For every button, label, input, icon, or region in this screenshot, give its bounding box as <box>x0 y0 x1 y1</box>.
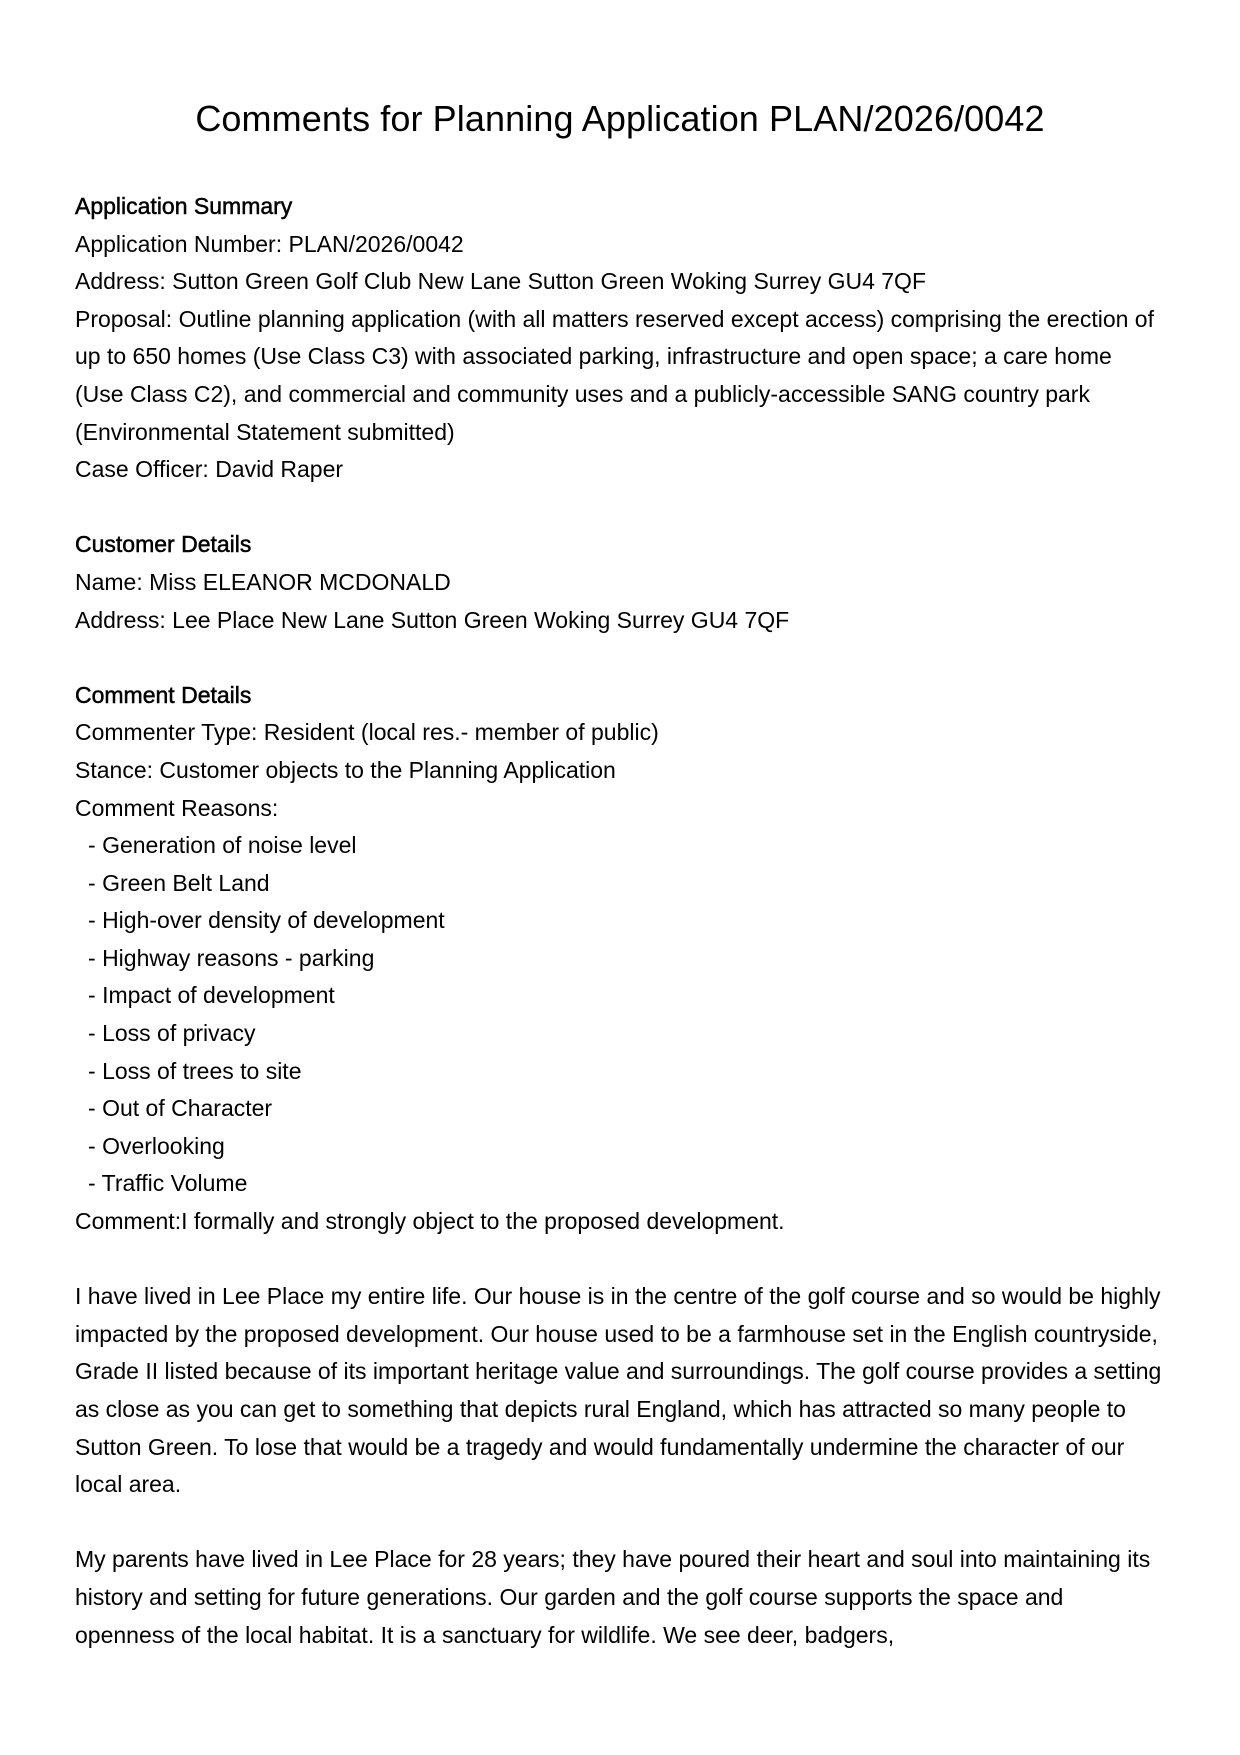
customer-address-label: Address: <box>75 606 166 633</box>
customer-name-label: Name: <box>75 568 143 595</box>
page-title: Comments for Planning Application PLAN/2026/0042 <box>195 98 1045 139</box>
comment-details-section <box>75 677 1165 1654</box>
comment-reason-item: - Loss of privacy <box>75 1015 1165 1053</box>
comment-reason-item: - Highway reasons - parking <box>75 940 1165 978</box>
commenter-type-label: Commenter Type: <box>75 719 258 746</box>
customer-address-row <box>75 602 1165 640</box>
application-number-row <box>75 226 1165 264</box>
comment-reason-item: - Green Belt Land <box>75 865 1165 903</box>
stance-label: Stance: <box>75 756 153 783</box>
proposal-row <box>75 301 1165 451</box>
application-summary-section <box>75 188 1165 489</box>
customer-address-value: Lee Place New Lane Sutton Green Woking Surrey GU4 7QF <box>172 606 790 633</box>
comment-reasons-list <box>75 827 1165 1203</box>
application-number-label: Application Number: <box>75 230 283 257</box>
case-officer-row <box>75 451 1165 489</box>
stance-value: Customer objects to the Planning Application <box>159 756 616 783</box>
application-summary-heading: Application Summary <box>75 193 293 219</box>
application-address-value: Sutton Green Golf Club New Lane Sutton Green Woking Surrey GU4 7QF <box>172 268 926 295</box>
case-officer-value: David Raper <box>215 456 344 483</box>
comment-reason-item: - High-over density of development <box>75 902 1165 940</box>
case-officer-label: Case Officer: <box>75 456 209 483</box>
commenter-type-value: Resident (local res.- member of public) <box>263 719 659 746</box>
commenter-type-row <box>75 714 1165 752</box>
comment-paragraph: My parents have lived in Lee Place for 28 years; they have poured their heart and soul into maintaining its history and setting for future generations. Our garden and the golf course supports the space and openness of the local habitat. It is a sanctuary for wildlife. We see deer, badgers, <box>75 1546 1151 1648</box>
customer-details-section <box>75 526 1165 639</box>
application-number-value: PLAN/2026/0042 <box>288 230 464 257</box>
comment-label: Comment: <box>75 1208 182 1235</box>
customer-details-heading: Customer Details <box>75 531 252 558</box>
comment-reason-item: - Traffic Volume <box>75 1165 1165 1203</box>
comment-reason-item: - Overlooking <box>75 1128 1165 1166</box>
proposal-value: Outline planning application (with all matters reserved except access) comprising the erection of up to 650 homes (Use Class C3) with associated parking, infrastructure and open space; a care home (Use Class C2), and commercial and community uses and a publicly-accessible SANG country park (Environmental Statement submitted) <box>75 305 1154 445</box>
comment-row <box>75 1203 1165 1241</box>
customer-name-value: Miss ELEANOR MCDONALD <box>149 568 451 595</box>
proposal-label: Proposal: <box>75 305 173 332</box>
comment-reason-item: - Generation of noise level <box>75 827 1165 865</box>
comment-reasons-label: Comment Reasons: <box>75 794 279 821</box>
comment-reason-item: - Impact of development <box>75 977 1165 1015</box>
comment-first-line: I formally and strongly object to the proposed development. <box>181 1208 785 1235</box>
stance-row <box>75 752 1165 790</box>
comment-reason-item: - Loss of trees to site <box>75 1053 1165 1091</box>
document-body <box>75 188 1165 1654</box>
comment-reason-item: - Out of Character <box>75 1090 1165 1128</box>
comment-paragraph: I have lived in Lee Place my entire life. Our house is in the centre of the golf course and so would be highly impacted by the proposed development. Our house used to be a farmhouse set in the English countryside, Grade II listed because of its important heritage value and surroundings. The golf course provides a setting as close as you can get to something that depicts rural England, which has attracted so many people to Sutton Green. To lose that would be a tragedy and would fundamentally undermine the character of our local area. <box>75 1283 1162 1498</box>
application-address-label: Address: <box>75 268 166 295</box>
application-address-row <box>75 263 1165 301</box>
comment-details-heading: Comment Details <box>75 681 252 708</box>
customer-name-row <box>75 564 1165 602</box>
